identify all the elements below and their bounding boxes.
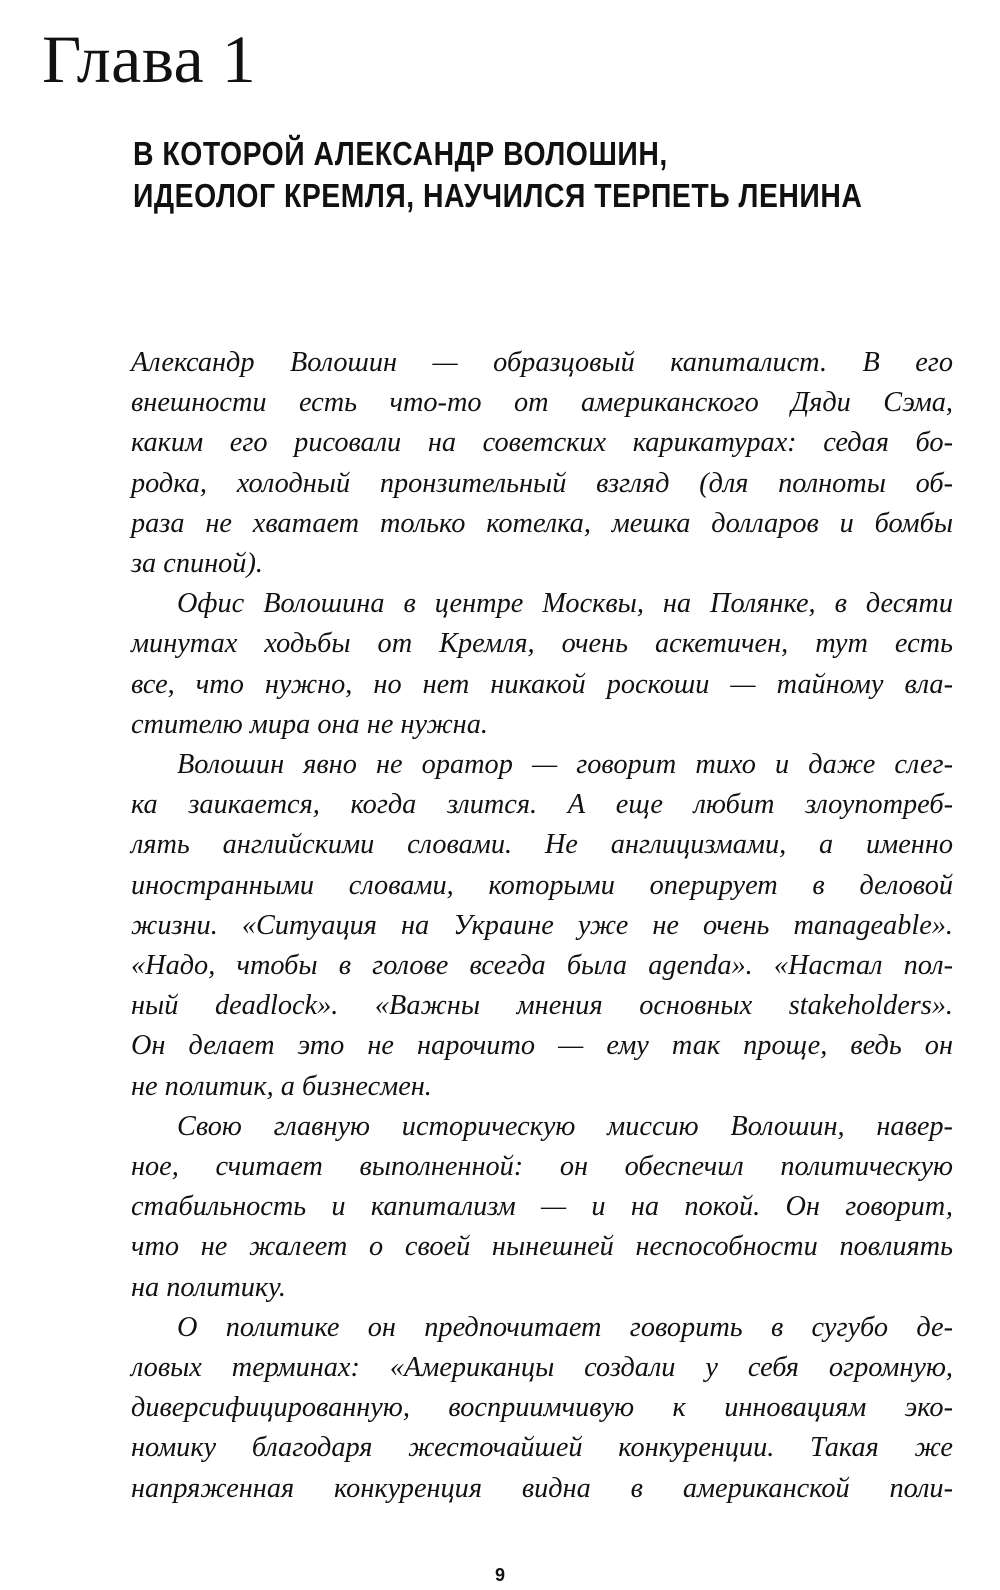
chapter-title [133, 133, 863, 217]
text-line: О политике он предпочитает говорить в сугубо де- [177, 1311, 953, 1343]
chapter-title-line: ИДЕОЛОГ КРЕМЛЯ, НАУЧИЛСЯ ТЕРПЕТЬ ЛЕНИНА [133, 177, 863, 214]
text-line: за спиной). [131, 548, 263, 580]
text-line: каким его рисовали на советских карикатурах: седая бо- [131, 427, 953, 459]
text-line: стителю мира она не нужна. [131, 708, 488, 740]
text-line: не политик, а бизнесмен. [131, 1070, 432, 1102]
paragraph [131, 343, 953, 584]
text-line: Свою главную историческую миссию Волошин, навер- [177, 1110, 953, 1142]
text-line: Волошин явно не оратор — говорит тихо и даже слег- [177, 749, 953, 781]
chapter-number: Глава 1 [42, 21, 257, 97]
text-line: Офис Волошина в центре Москвы, на Полянке, в десяти [177, 588, 953, 620]
text-line: диверсифицированную, восприимчивую к инновациям эко- [131, 1392, 953, 1424]
text-line: лять английскими словами. Не англицизмами, а именно [131, 829, 953, 861]
text-line: номику благодаря жесточайшей конкуренции. Такая же [131, 1432, 953, 1464]
chapter-title-line: В КОТОРОЙ АЛЕКСАНДР ВОЛОШИН, [133, 135, 668, 172]
text-line: все, что нужно, но нет никакой роскоши — тайному вла- [131, 668, 953, 700]
text-line: родка, холодный пронзительный взгляд (для полноты об- [131, 467, 953, 499]
paragraph [131, 1308, 953, 1509]
text-line: что не жалеет о своей нынешней неспособности повлиять [131, 1231, 953, 1263]
chapter-body-text [131, 343, 953, 1509]
text-line: ное, считает выполненной: он обеспечил политическую [131, 1151, 953, 1183]
paragraph [131, 745, 953, 1107]
text-line: ка заикается, когда злится. А еще любит злоупотреб- [131, 789, 953, 821]
text-line: «Надо, чтобы в голове всегда была agenda». «Настал пол- [131, 950, 953, 982]
text-line: Он делает это не нарочито — ему так проще, ведь он [131, 1030, 953, 1062]
text-line: Александр Волошин — образцовый капиталист. В его [131, 347, 953, 378]
paragraph [131, 584, 953, 745]
paragraph [131, 1107, 953, 1308]
text-line: жизни. «Ситуация на Украине уже не очень manageable». [131, 909, 953, 941]
text-line: стабильность и капитализм — и на покой. Он говорит, [131, 1191, 953, 1223]
page-number: 9 [494, 1565, 505, 1585]
text-line: раза не хватает только котелка, мешка долларов и бомбы [131, 507, 953, 539]
text-line: иностранными словами, которыми оперирует в деловой [131, 869, 953, 901]
text-line: ловых терминах: «Американцы создали у себя огромную, [131, 1352, 953, 1384]
text-line: минутах ходьбы от Кремля, очень аскетичен, тут есть [131, 628, 953, 660]
text-line: на политику. [131, 1271, 287, 1303]
text-line: ный deadlock». «Важны мнения основных stakeholders». [131, 990, 953, 1022]
text-line: напряженная конкуренция видна в американской поли- [131, 1472, 953, 1504]
text-line: внешности есть что-то от американского Дяди Сэма, [131, 387, 953, 419]
